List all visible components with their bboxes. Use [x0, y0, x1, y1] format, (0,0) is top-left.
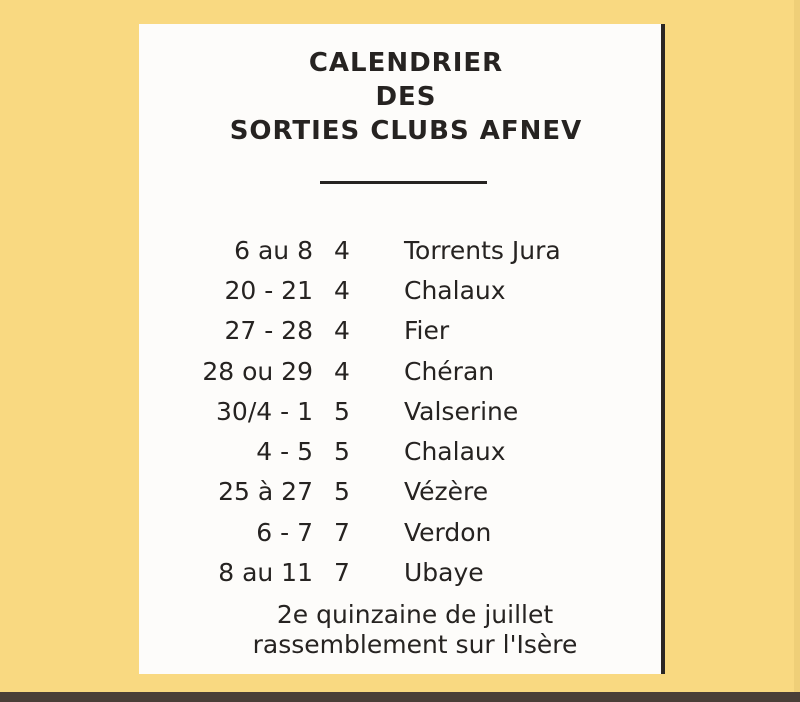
title-line-2: DES [375, 82, 437, 112]
schedule-row [139, 555, 661, 591]
schedule-river: Torrents Jura [404, 236, 561, 265]
schedule-month: 5 [334, 477, 350, 506]
schedule-dates: 30/4 - 1 [216, 397, 313, 426]
schedule-river: Chalaux [404, 276, 506, 305]
schedule-river: Verdon [404, 518, 492, 547]
title-divider [320, 181, 487, 184]
schedule-row [139, 434, 661, 470]
schedule-dates: 6 - 7 [256, 518, 313, 547]
schedule-month: 4 [334, 236, 350, 265]
calendar-card [139, 24, 665, 674]
schedule-row [139, 394, 661, 430]
schedule-month: 4 [334, 276, 350, 305]
schedule-dates: 25 à 27 [218, 477, 313, 506]
schedule-row [139, 515, 661, 551]
page-edge [794, 0, 800, 692]
schedule-river: Ubaye [404, 558, 484, 587]
schedule-river: Vézère [404, 477, 489, 506]
schedule-dates: 6 au 8 [234, 236, 313, 265]
schedule-dates: 28 ou 29 [202, 357, 313, 386]
schedule-month: 7 [334, 518, 350, 547]
schedule-river: Chéran [404, 357, 495, 386]
schedule-river: Fier [404, 316, 450, 345]
schedule-river: Chalaux [404, 437, 506, 466]
schedule-row [139, 273, 661, 309]
schedule-month: 4 [334, 357, 350, 386]
title-line-3: SORTIES CLUBS AFNEV [229, 116, 583, 146]
bottom-shadow-strip [0, 692, 800, 702]
footer-line-2: rassemblement sur l'Isère [252, 630, 578, 659]
schedule-river: Valserine [404, 397, 519, 426]
schedule-month: 5 [334, 397, 350, 426]
schedule-row [139, 233, 661, 269]
schedule-month: 5 [334, 437, 350, 466]
footer-line-1: 2e quinzaine de juillet [276, 600, 554, 629]
schedule-row [139, 474, 661, 510]
schedule-row [139, 354, 661, 390]
schedule-row [139, 313, 661, 349]
schedule-dates: 8 au 11 [218, 558, 313, 587]
schedule-dates: 27 - 28 [224, 316, 313, 345]
schedule-dates: 20 - 21 [224, 276, 313, 305]
schedule-dates: 4 - 5 [256, 437, 313, 466]
schedule-month: 4 [334, 316, 350, 345]
title-line-1: CALENDRIER [308, 48, 504, 78]
schedule-month: 7 [334, 558, 350, 587]
